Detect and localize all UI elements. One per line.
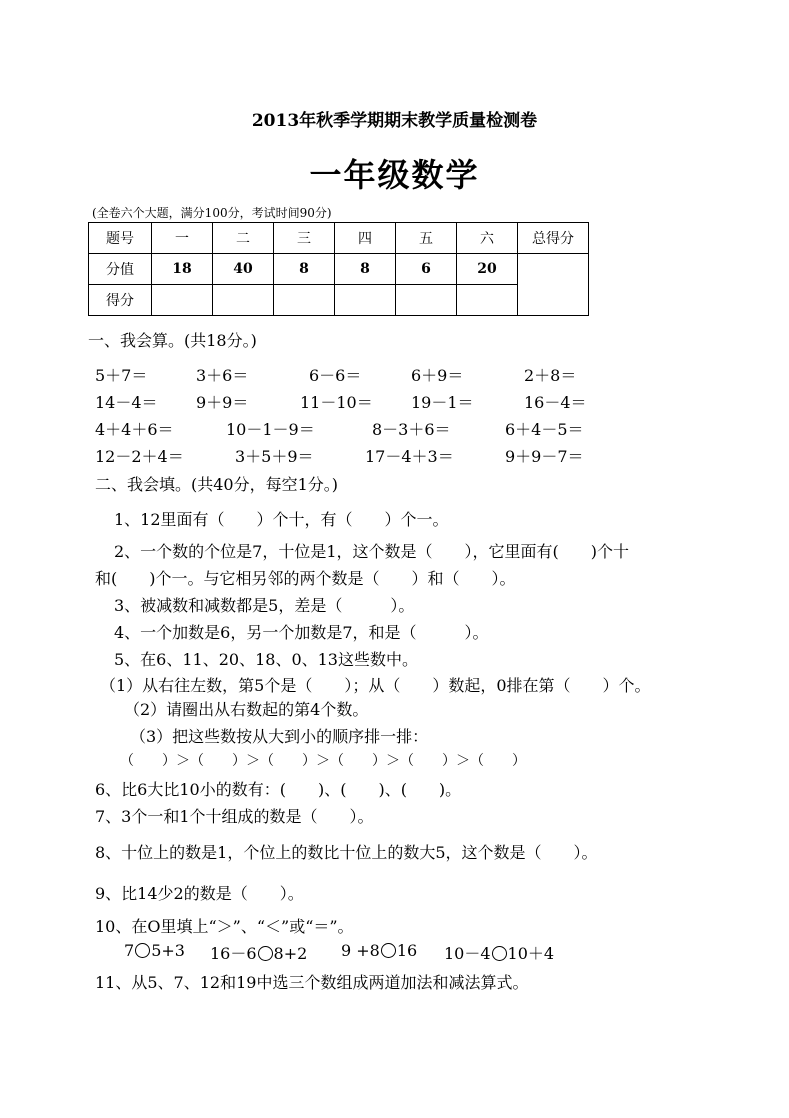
table-cell: 8: [335, 254, 396, 285]
compare-right: 16: [396, 941, 418, 960]
question-2-line-1: 2、一个数的个位是7，十位是1，这个数是（ ），它里面有( )个十: [114, 542, 630, 561]
circle-blank-icon: [492, 946, 507, 961]
calc-item: 3＋6＝: [196, 366, 249, 385]
table-cell: [274, 285, 335, 316]
total-score-cell: [518, 254, 589, 316]
question-11: 11、从5、7、12和19中选三个数组成两道加法和减法算式。: [95, 973, 529, 992]
calc-item: 14－4＝: [95, 393, 158, 412]
compare-left: 7: [124, 941, 135, 960]
question-5-part-3: （3）把这些数按从大到小的顺序排一排：: [130, 727, 429, 746]
compare-left: 9 +8: [341, 941, 380, 960]
calc-item: 17－4＋3＝: [365, 447, 454, 466]
compare-left: 16－6: [210, 944, 257, 963]
table-cell: [152, 285, 213, 316]
compare-item: [124, 941, 185, 960]
table-cell: 二: [213, 223, 274, 254]
circle-blank-icon: [258, 946, 273, 961]
compare-right: 10＋4: [507, 944, 555, 963]
table-row: [89, 223, 589, 254]
calc-item: 2＋8＝: [524, 366, 577, 385]
question-5-blanks: （ ）＞（ ）＞（ ）＞（ ）＞（ ）＞（ ）: [120, 753, 526, 769]
question-2-line-2: 和( )个一。与它相另邻的两个数是（ ）和（ ）。: [95, 569, 516, 588]
table-cell: [335, 285, 396, 316]
exam-note: (全卷六个大题，满分100分，考试时间90分): [92, 206, 332, 220]
calc-item: 11－10＝: [300, 393, 373, 412]
compare-item: [341, 941, 417, 960]
calc-item: 16－4＝: [524, 393, 587, 412]
calc-item: 5＋7＝: [95, 366, 148, 385]
table-cell: 一: [152, 223, 213, 254]
exam-subtitle: 2013年秋季学期期末教学质量检测卷: [251, 111, 538, 131]
table-cell: 六: [457, 223, 518, 254]
table-cell: [213, 285, 274, 316]
circle-blank-icon: [381, 943, 396, 958]
table-cell: 18: [152, 254, 213, 285]
question-10: 10、在O里填上“＞”、“＜”或“＝”。: [95, 917, 354, 936]
table-cell: [457, 285, 518, 316]
question-7: 7、3个一和1个十组成的数是（ ）。: [95, 807, 374, 826]
table-cell: [396, 285, 457, 316]
question-9: 9、比14少2的数是（ ）。: [95, 884, 304, 903]
circle-blank-icon: [135, 943, 150, 958]
calc-item: 6＋4－5＝: [505, 420, 584, 439]
question-1: 1、12里面有（ ）个十，有（ ）个一。: [114, 510, 449, 529]
table-row: [89, 285, 589, 316]
calc-item: 12－2＋4＝: [95, 447, 184, 466]
compare-item: [444, 941, 554, 964]
table-cell: 8: [274, 254, 335, 285]
table-cell: 三: [274, 223, 335, 254]
table-cell: 五: [396, 223, 457, 254]
question-5-part-1: （1）从右往左数，第5个是（ ）；从（ ）数起，0排在第（ ）个。: [100, 676, 651, 695]
score-table: [88, 222, 589, 316]
compare-right: 5+3: [151, 941, 185, 960]
question-4: 4、一个加数是6，另一个加数是7，和是（ ）。: [114, 623, 489, 642]
question-6: 6、比6大比10小的数有：( )、( )、( )。: [95, 780, 462, 799]
calc-item: 3＋5＋9＝: [235, 447, 314, 466]
page-title: 一年级数学: [309, 156, 480, 194]
calc-item: 4＋4＋6＝: [95, 420, 174, 439]
table-cell: 40: [213, 254, 274, 285]
table-cell: 20: [457, 254, 518, 285]
calc-item: 8－3＋6＝: [372, 420, 451, 439]
calc-item: 9＋9－7＝: [505, 447, 584, 466]
table-cell: 题号: [89, 223, 152, 254]
table-cell: 分值: [89, 254, 152, 285]
calc-item: 9＋9＝: [196, 393, 249, 412]
table-cell: 6: [396, 254, 457, 285]
calc-item: 6＋9＝: [411, 366, 464, 385]
question-8: 8、十位上的数是1，个位上的数比十位上的数大5，这个数是（ ）。: [95, 843, 598, 862]
question-5: 5、在6、11、20、18、0、13这些数中。: [114, 650, 418, 669]
table-row: [89, 254, 589, 285]
calc-item: 10－1－9＝: [226, 420, 315, 439]
table-cell: 四: [335, 223, 396, 254]
compare-left: 10－4: [444, 944, 491, 963]
calc-item: 6－6＝: [309, 366, 362, 385]
question-3: 3、被减数和减数都是5，差是（ ）。: [114, 596, 415, 615]
compare-item: [210, 941, 307, 964]
table-cell: 得分: [89, 285, 152, 316]
compare-right: 8+2: [273, 944, 308, 963]
section-2-heading: 二、我会填。(共40分，每空1分。): [95, 475, 339, 494]
section-1-heading: 一、我会算。(共18分。): [88, 331, 257, 350]
calc-item: 19－1＝: [411, 393, 474, 412]
table-cell: 总得分: [518, 223, 589, 254]
question-5-part-2: （2）请圈出从右数起的第4个数。: [124, 700, 369, 719]
